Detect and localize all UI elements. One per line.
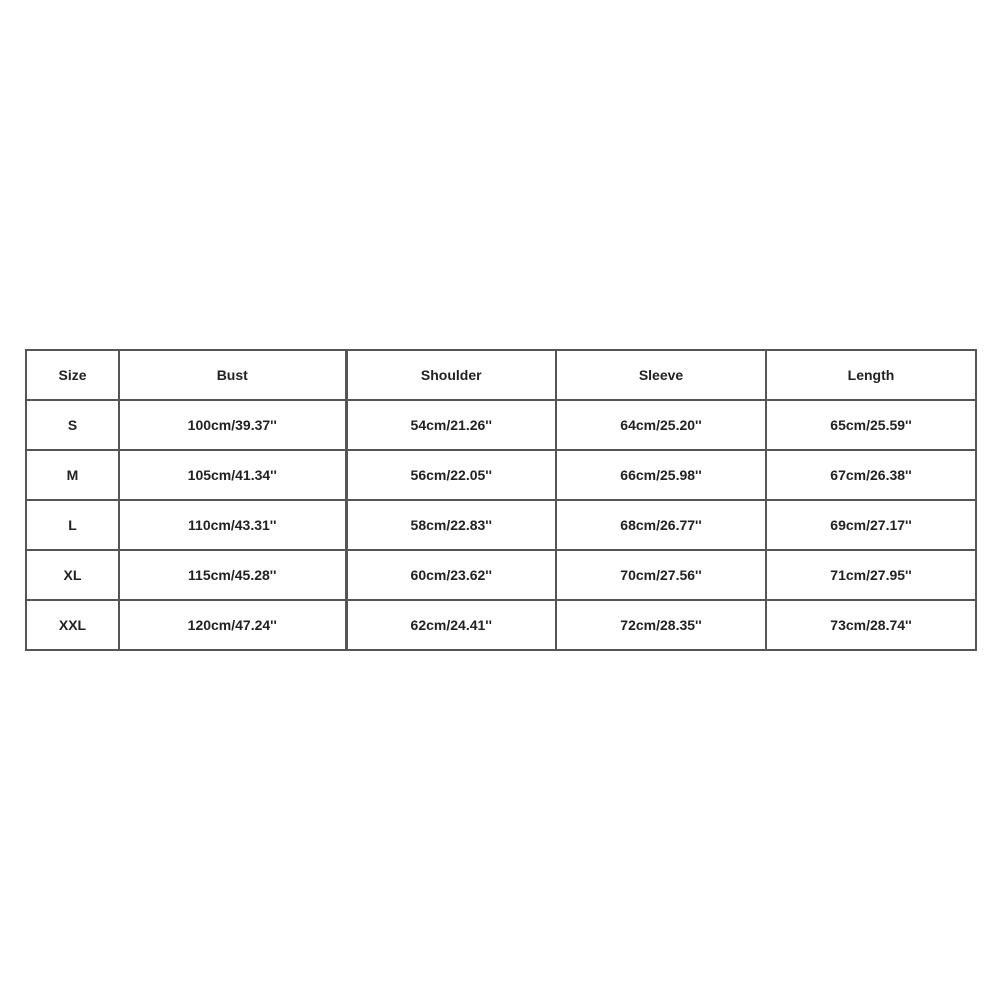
size-cell: XL [26, 550, 119, 600]
table-row [26, 500, 976, 550]
length-cell: 69cm/27.17'' [766, 500, 976, 550]
header-cell-length: Length [766, 350, 976, 400]
size-cell: M [26, 450, 119, 500]
size-cell: L [26, 500, 119, 550]
bust-cell: 100cm/39.37'' [119, 400, 346, 450]
size-chart-table [25, 349, 977, 651]
shoulder-cell: 56cm/22.05'' [346, 450, 556, 500]
shoulder-cell: 58cm/22.83'' [346, 500, 556, 550]
size-cell: S [26, 400, 119, 450]
table-row [26, 400, 976, 450]
length-cell: 65cm/25.59'' [766, 400, 976, 450]
bust-cell: 115cm/45.28'' [119, 550, 346, 600]
shoulder-cell: 60cm/23.62'' [346, 550, 556, 600]
bust-cell: 120cm/47.24'' [119, 600, 346, 650]
header-cell-size: Size [26, 350, 119, 400]
bust-cell: 105cm/41.34'' [119, 450, 346, 500]
length-cell: 71cm/27.95'' [766, 550, 976, 600]
length-cell: 67cm/26.38'' [766, 450, 976, 500]
shoulder-cell: 54cm/21.26'' [346, 400, 556, 450]
length-cell: 73cm/28.74'' [766, 600, 976, 650]
header-cell-shoulder: Shoulder [346, 350, 556, 400]
header-cell-sleeve: Sleeve [556, 350, 766, 400]
shoulder-cell: 62cm/24.41'' [346, 600, 556, 650]
sleeve-cell: 66cm/25.98'' [556, 450, 766, 500]
header-cell-bust: Bust [119, 350, 346, 400]
sleeve-cell: 64cm/25.20'' [556, 400, 766, 450]
bust-cell: 110cm/43.31'' [119, 500, 346, 550]
sleeve-cell: 70cm/27.56'' [556, 550, 766, 600]
table-row [26, 600, 976, 650]
table-header-row [26, 350, 976, 400]
table-row [26, 450, 976, 500]
sleeve-cell: 72cm/28.35'' [556, 600, 766, 650]
size-cell: XXL [26, 600, 119, 650]
sleeve-cell: 68cm/26.77'' [556, 500, 766, 550]
table-row [26, 550, 976, 600]
